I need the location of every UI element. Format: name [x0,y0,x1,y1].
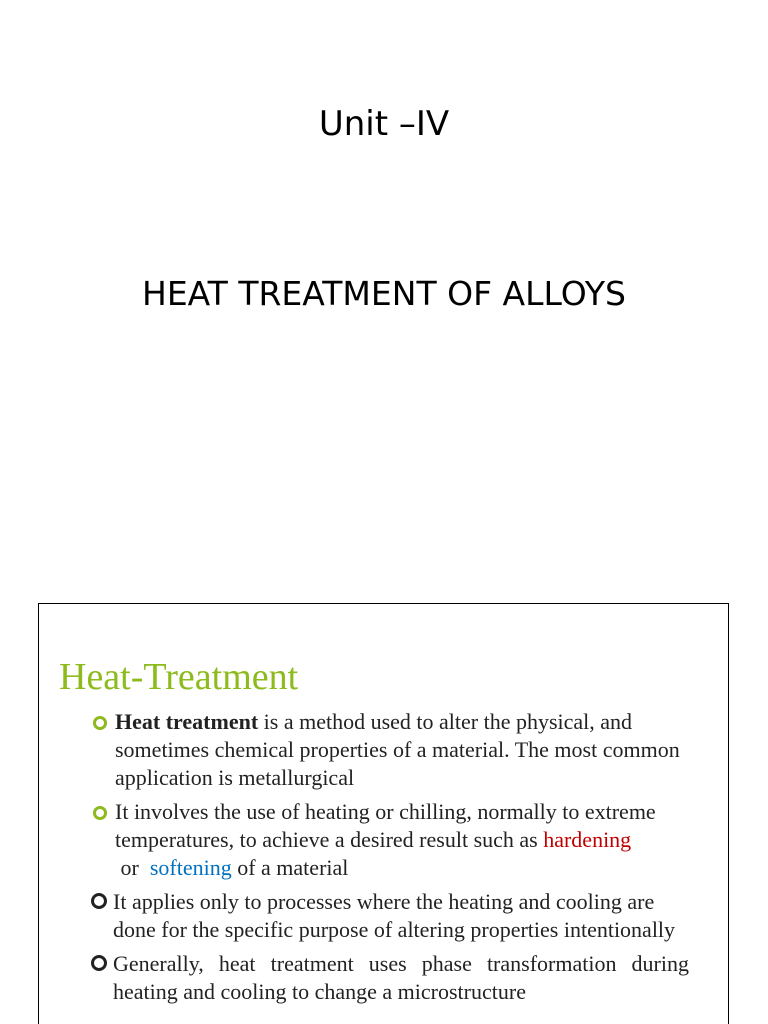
circle-bullet-icon [91,893,107,909]
circle-bullet-icon [91,955,107,971]
circle-bullet-icon [93,806,107,820]
slide-heat-treatment [38,603,729,1024]
bullet-text: is a method used to alter the physical, and sometimes chemical properties of a material. The most common application is metallurgical [115,709,680,790]
main-title: HEAT TREATMENT OF ALLOYS [142,274,626,313]
highlight-hardening: hardening [543,827,632,852]
highlight-softening: softening [149,855,232,880]
bullet-list [93,708,689,1012]
circle-bullet-icon [93,716,107,730]
bullet-text: Generally, heat treatment uses phase transformation during heating and cooling to change a microstructure [113,951,689,1004]
bullet-bold-term: Heat treatment [115,709,259,734]
bullet-item [93,888,689,944]
bullet-item [93,708,689,792]
bullet-item [93,798,689,882]
bullet-text: of a material [231,855,349,880]
bullet-item [93,950,689,1006]
bullet-text: or [115,855,150,880]
unit-title: Unit –IV [318,104,450,144]
bullet-text: It involves the use of heating or chilling, normally to extreme temperatures, to achieve a desired result such as [115,799,656,852]
slide-heading: Heat-Treatment [59,656,299,698]
bullet-text: It applies only to processes where the heating and cooling are done for the specific purpose of altering properties intentionally [113,889,676,942]
